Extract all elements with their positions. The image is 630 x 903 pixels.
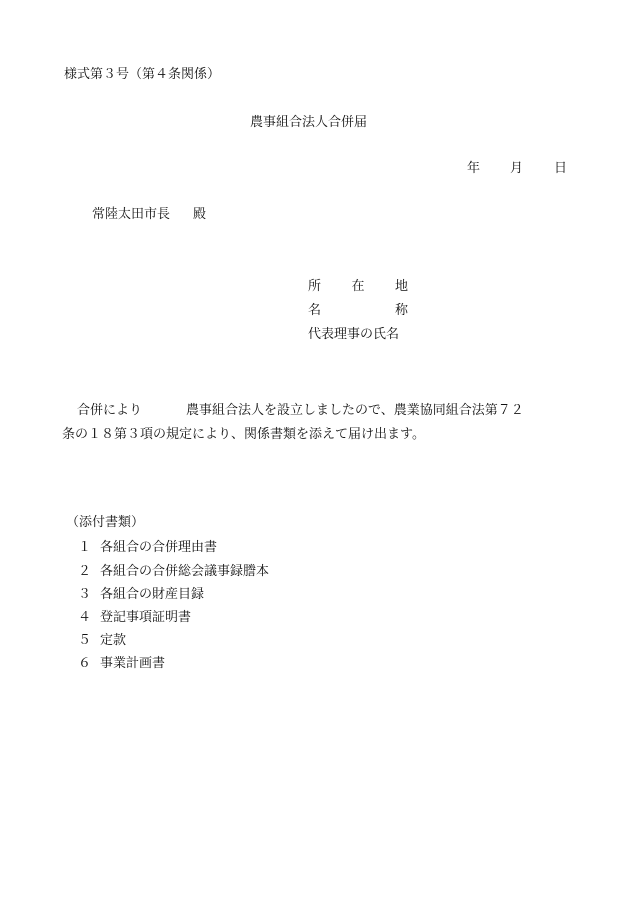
attachment-text: 事業計画書 xyxy=(100,656,166,671)
attachment-text: 定款 xyxy=(100,633,127,648)
body-line-1-end: 農事組合法人を設立しましたので、農業協同組合法第７２ xyxy=(186,403,524,418)
attachment-item xyxy=(78,565,269,578)
representative-label xyxy=(308,328,408,341)
attachment-item xyxy=(78,657,165,670)
name-label-char: 称 xyxy=(394,303,408,318)
body-line-1 xyxy=(62,399,572,423)
attachment-item xyxy=(78,611,191,624)
name-label-char: 名 xyxy=(308,303,322,318)
attachments-heading: （添付書類） xyxy=(66,515,145,530)
location-label-char: 地 xyxy=(394,279,408,294)
attachment-number: １ xyxy=(78,540,92,555)
body-paragraph xyxy=(62,399,572,447)
attachment-text: 各組合の合併理由書 xyxy=(100,540,218,555)
representative-label-text: 代表理事の氏名 xyxy=(308,327,400,342)
document-title: 農事組合法人合併届 xyxy=(250,115,368,130)
attachment-text: 各組合の合併総会議事録謄本 xyxy=(100,564,270,579)
name-label xyxy=(308,304,408,317)
body-line-2: 条の１８第３項の規定により、関係書類を添えて届け出ます。 xyxy=(62,427,425,442)
attachment-item xyxy=(78,588,204,601)
addressee-honorific: 殿 xyxy=(193,207,207,222)
body-line-1-start: 合併により xyxy=(77,403,143,418)
date-year-label: 年 xyxy=(467,161,481,176)
location-label xyxy=(308,280,408,293)
location-label-char: 所 xyxy=(308,279,322,294)
attachment-number: ４ xyxy=(78,610,92,625)
form-number: 様式第３号（第４条関係） xyxy=(64,67,221,82)
date-day-label: 日 xyxy=(554,161,568,176)
attachment-item xyxy=(78,541,217,554)
attachment-item xyxy=(78,634,126,647)
date-month-label: 月 xyxy=(510,161,524,176)
attachment-number: ６ xyxy=(78,656,92,671)
attachment-text: 各組合の財産目録 xyxy=(100,587,205,602)
attachment-number: ３ xyxy=(78,587,92,602)
addressee-name: 常陸太田市長 xyxy=(92,207,171,222)
attachment-text: 登記事項証明書 xyxy=(100,610,192,625)
attachment-number: ２ xyxy=(78,564,92,579)
attachment-number: ５ xyxy=(78,633,92,648)
location-label-char: 在 xyxy=(351,279,365,294)
